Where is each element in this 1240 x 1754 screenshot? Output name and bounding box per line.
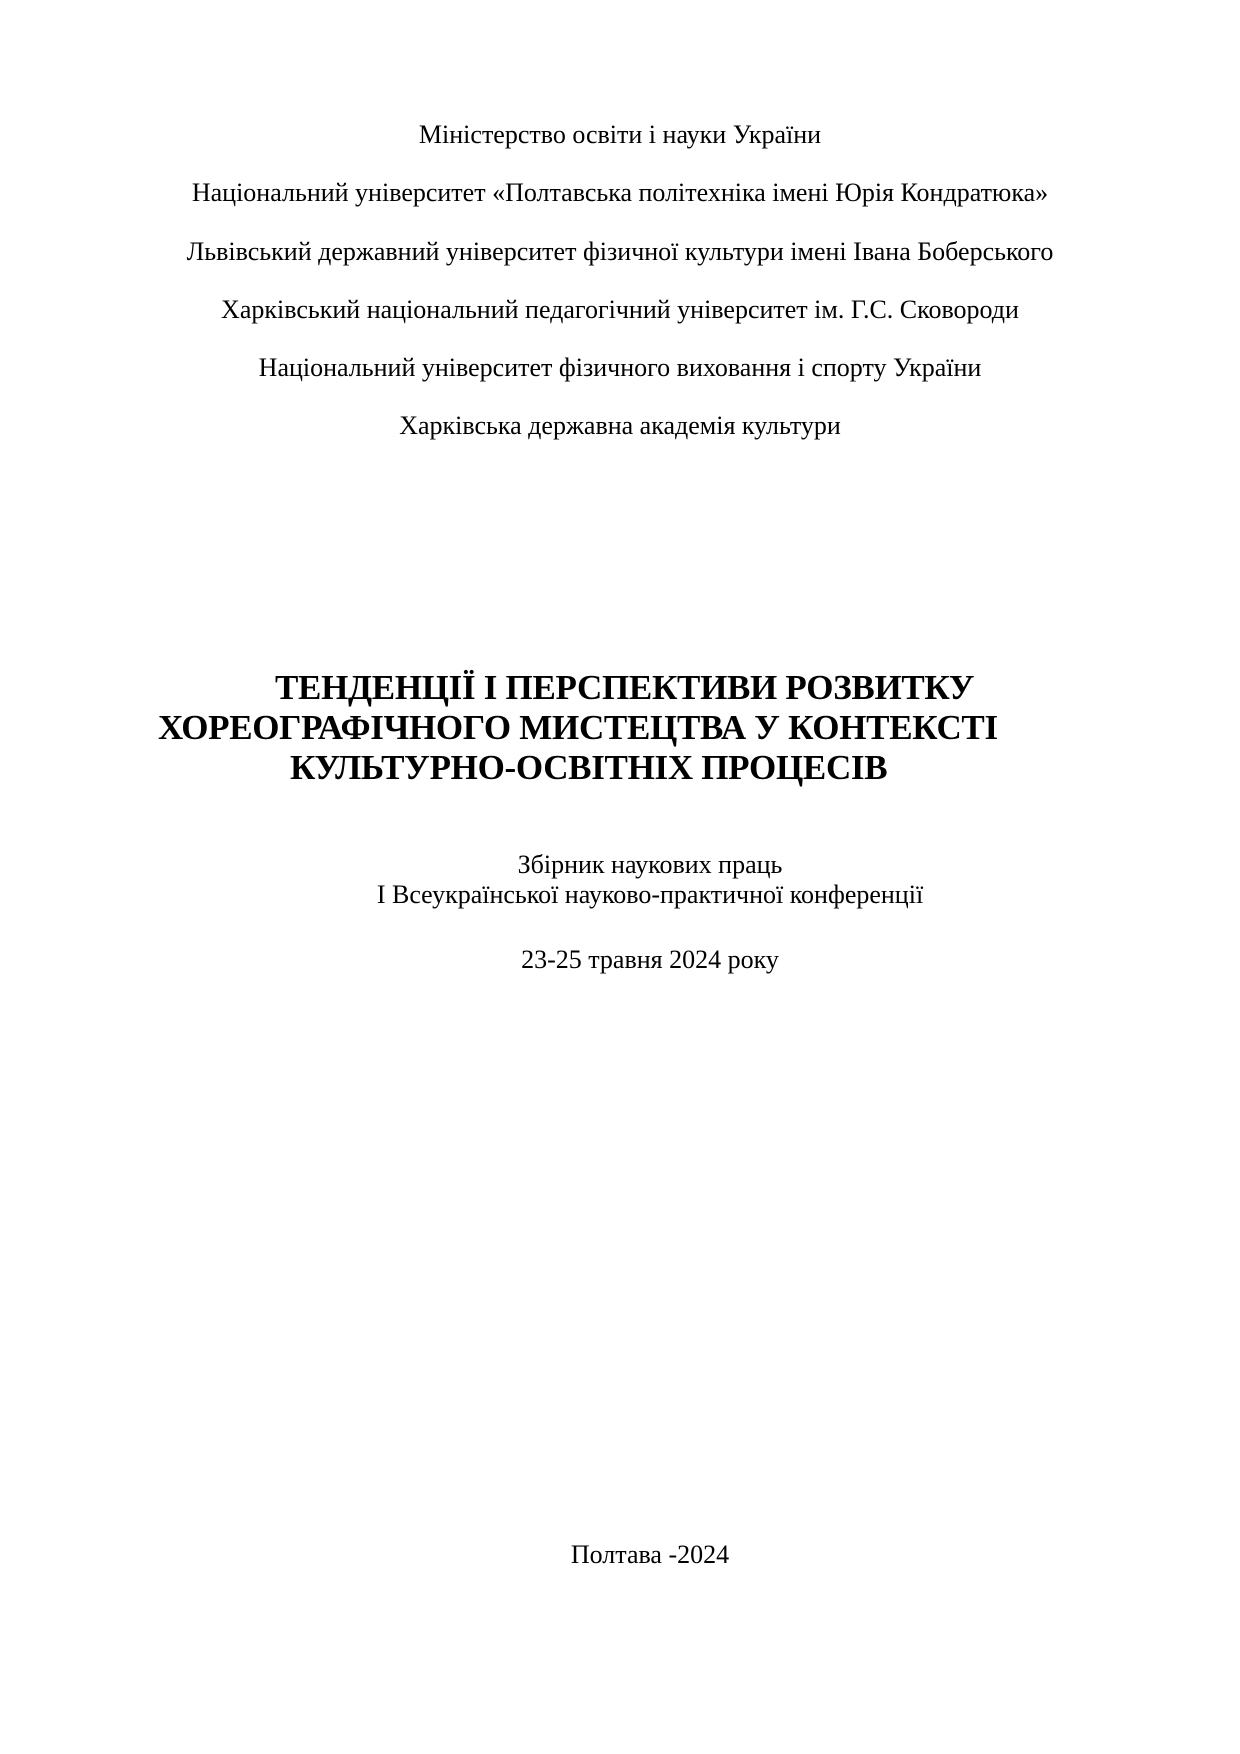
institution-ministry: Міністерство освіти і науки України [418,120,822,149]
collection-label: Збірник наукових праць [517,850,783,879]
institution-poltava-polytechnic: Національний університет «Полтавська політехніка імені Юрія Кондратюка» [191,178,1049,207]
place-year: Полтава -2024 [570,1540,730,1569]
title-line-1: ТЕНДЕНЦІЇ І ПЕРСПЕКТИВИ РОЗВИТКУ [275,668,975,707]
conference-dates: 23-25 травня 2024 року [521,945,779,974]
institution-lviv-university: Львівський державний університет фізичної культури імені Івана Боберського [186,237,1054,266]
conference-label: І Всеукраїнської науково-практичної конференції [376,880,924,909]
institution-kharkiv-culture-academy: Харківська державна академія культури [399,411,841,440]
institution-national-sport-university: Національний університет фізичного виховання і спорту України [258,353,982,382]
institution-kharkiv-pedagogical: Харківський національний педагогічний університет ім. Г.С. Сковороди [221,295,1019,324]
title-line-3: КУЛЬТУРНО-ОСВІТНІХ ПРОЦЕСІВ [290,748,888,787]
title-line-2: ХОРЕОГРАФІЧНОГО МИСТЕЦТВА У КОНТЕКСТІ [158,708,998,747]
